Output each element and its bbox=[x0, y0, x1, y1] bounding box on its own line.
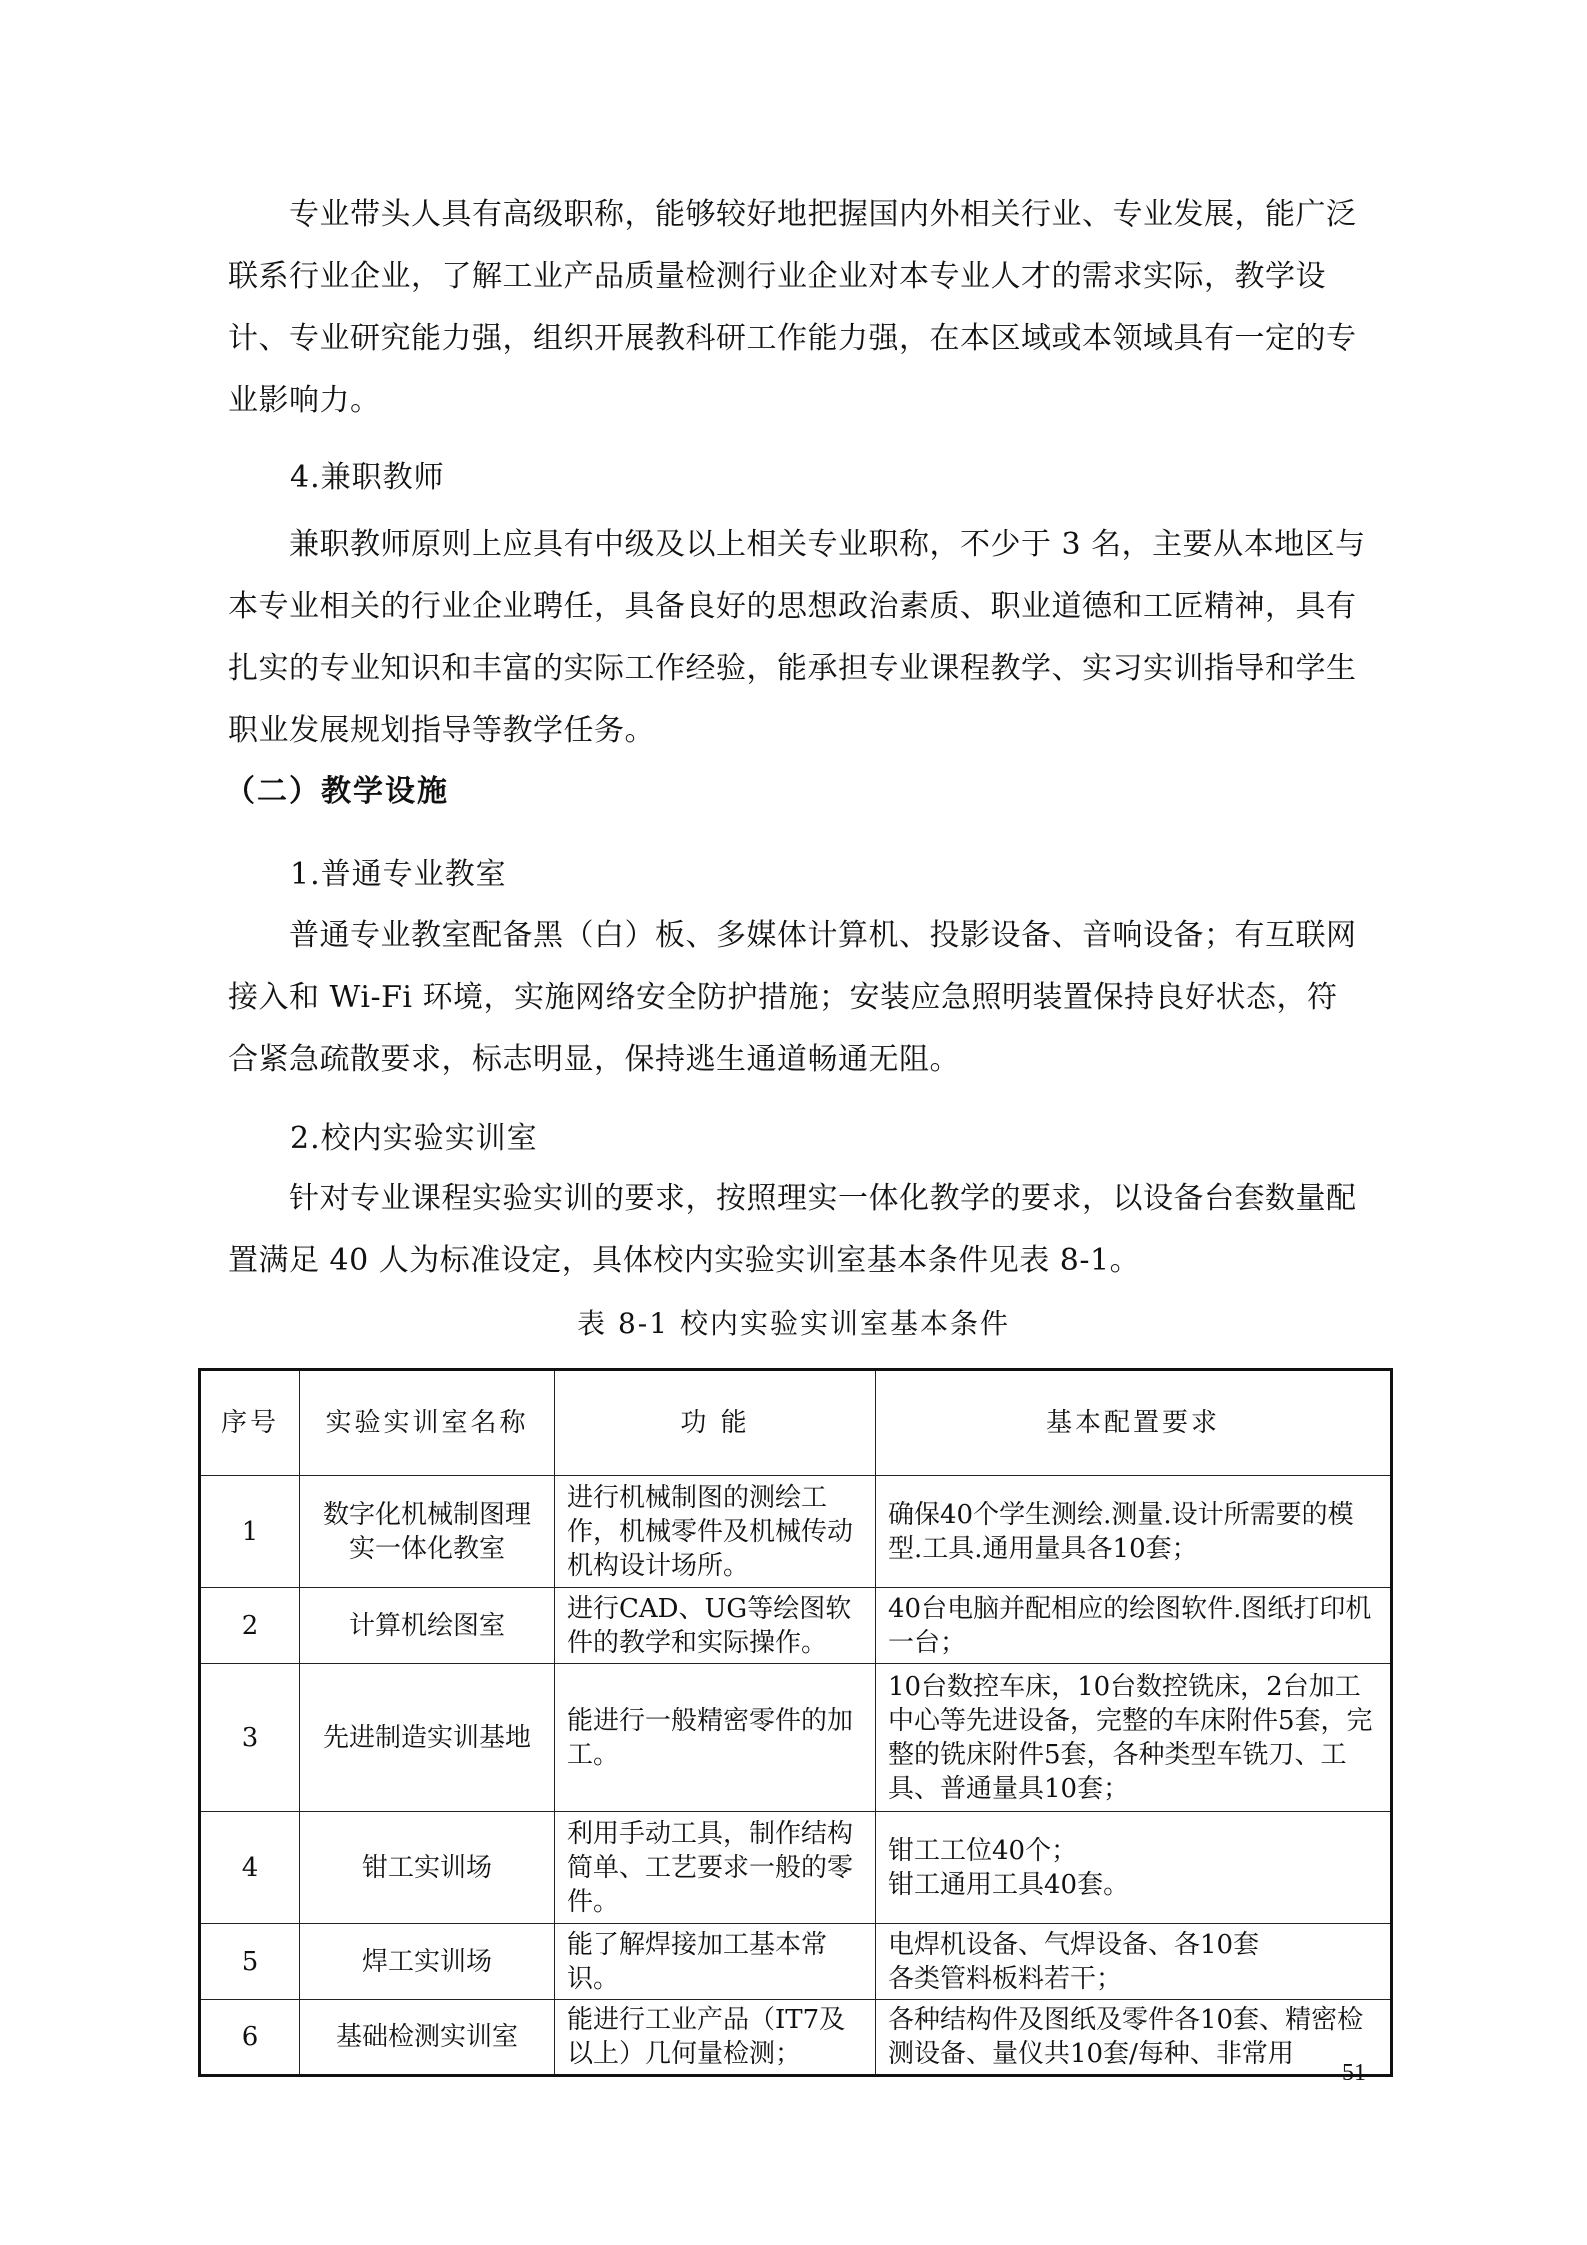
table-row bbox=[200, 1812, 1392, 1924]
cell-no: 5 bbox=[200, 1924, 300, 2000]
cell-function: 利用手动工具，制作结构简单、工艺要求一般的零件。 bbox=[555, 1812, 876, 1924]
header-requirement: 基本配置要求 bbox=[876, 1370, 1392, 1476]
cell-function: 进行机械制图的测绘工作，机械零件及机械传动机构设计场所。 bbox=[555, 1476, 876, 1588]
cell-no: 4 bbox=[200, 1812, 300, 1924]
cell-name: 数字化机械制图理实一体化教室 bbox=[300, 1476, 555, 1588]
heading-lab: 2.校内实验实训室 bbox=[290, 1121, 538, 1156]
cell-name: 焊工实训场 bbox=[300, 1924, 555, 2000]
table-row bbox=[200, 1664, 1392, 1812]
table-row bbox=[200, 1924, 1392, 2000]
cell-name: 计算机绘图室 bbox=[300, 1588, 555, 1664]
cell-requirement: 40台电脑并配相应的绘图软件.图纸打印机一台； bbox=[876, 1588, 1392, 1664]
paragraph-leader: 专业带头人具有高级职称，能够较好地把握国内外相关行业、专业发展，能广泛联系行业企业，了解工业产品质量检测行业企业对本专业人才的需求实际，教学设计、专业研究能力强，组织开展教科研工作能力强，在本区域或本领域具有一定的专业影响力。 bbox=[228, 197, 1357, 418]
cell-no: 6 bbox=[200, 2000, 300, 2076]
heading-classroom: 1.普通专业教室 bbox=[290, 857, 507, 892]
lab-conditions-table bbox=[198, 1368, 1393, 2077]
cell-name: 钳工实训场 bbox=[300, 1812, 555, 1924]
cell-requirement: 10台数控车床，10台数控铣床，2台加工中心等先进设备，完整的车床附件5套，完整的铣床附件5套，各种类型车铣刀、工具、普通量具10套； bbox=[876, 1664, 1392, 1812]
cell-name: 先进制造实训基地 bbox=[300, 1664, 555, 1812]
paragraph-parttime: 兼职教师原则上应具有中级及以上相关专业职称，不少于 3 名，主要从本地区与本专业相关的行业企业聘任，具备良好的思想政治素质、职业道德和工匠精神，具有扎实的专业知识和丰富的实际工作经验，能承担专业课程教学、实习实训指导和学生职业发展规划指导等教学任务。 bbox=[228, 527, 1366, 748]
table-row bbox=[200, 1476, 1392, 1588]
requirement-line: 电焊机设备、气焊设备、各10套 bbox=[888, 1929, 1260, 1960]
requirement-line: 各类管料板料若干； bbox=[888, 1963, 1123, 1994]
table-row bbox=[200, 2000, 1392, 2076]
cell-no: 2 bbox=[200, 1588, 300, 1664]
heading-parttime: 4.兼职教师 bbox=[290, 460, 445, 495]
cell-function: 进行CAD、UG等绘图软件的教学和实际操作。 bbox=[555, 1588, 876, 1664]
header-function: 功 能 bbox=[555, 1370, 876, 1476]
heading-facilities: （二）教学设施 bbox=[225, 774, 449, 809]
table-header-row bbox=[200, 1370, 1392, 1476]
paragraph-lab: 针对专业课程实验实训的要求，按照理实一体化教学的要求，以设备台套数量配置满足 40 人为标准设定，具体校内实验实训室基本条件见表 8-1。 bbox=[228, 1181, 1357, 1278]
cell-function: 能了解焊接加工基本常识。 bbox=[555, 1924, 876, 2000]
cell-requirement bbox=[876, 1812, 1392, 1924]
cell-no: 3 bbox=[200, 1664, 300, 1812]
page-number: 51 bbox=[1342, 2060, 1366, 2086]
header-name: 实验实训室名称 bbox=[300, 1370, 555, 1476]
header-no: 序号 bbox=[200, 1370, 300, 1476]
cell-no: 1 bbox=[200, 1476, 300, 1588]
cell-name: 基础检测实训室 bbox=[300, 2000, 555, 2076]
paragraph-classroom: 普通专业教室配备黑（白）板、多媒体计算机、投影设备、音响设备；有互联网接入和 Wi-Fi 环境，实施网络安全防护措施；安装应急照明装置保持良好状态，符合紧急疏散要求，标志明显，保持逃生通道畅通无阻。 bbox=[228, 918, 1357, 1077]
table-caption: 表 8-1 校内实验实训室基本条件 bbox=[577, 1307, 1010, 1340]
cell-requirement bbox=[876, 1924, 1392, 2000]
table-row bbox=[200, 1588, 1392, 1664]
cell-requirement: 各种结构件及图纸及零件各10套、精密检测设备、量仪共10套/每种、非常用 bbox=[876, 2000, 1392, 2076]
cell-function: 能进行一般精密零件的加工。 bbox=[555, 1664, 876, 1812]
cell-requirement: 确保40个学生测绘.测量.设计所需要的模型.工具.通用量具各10套； bbox=[876, 1476, 1392, 1588]
cell-function: 能进行工业产品（IT7及以上）几何量检测； bbox=[555, 2000, 876, 2076]
requirement-line: 钳工工位40个； bbox=[888, 1835, 1078, 1866]
requirement-line: 钳工通用工具40套。 bbox=[888, 1869, 1130, 1900]
